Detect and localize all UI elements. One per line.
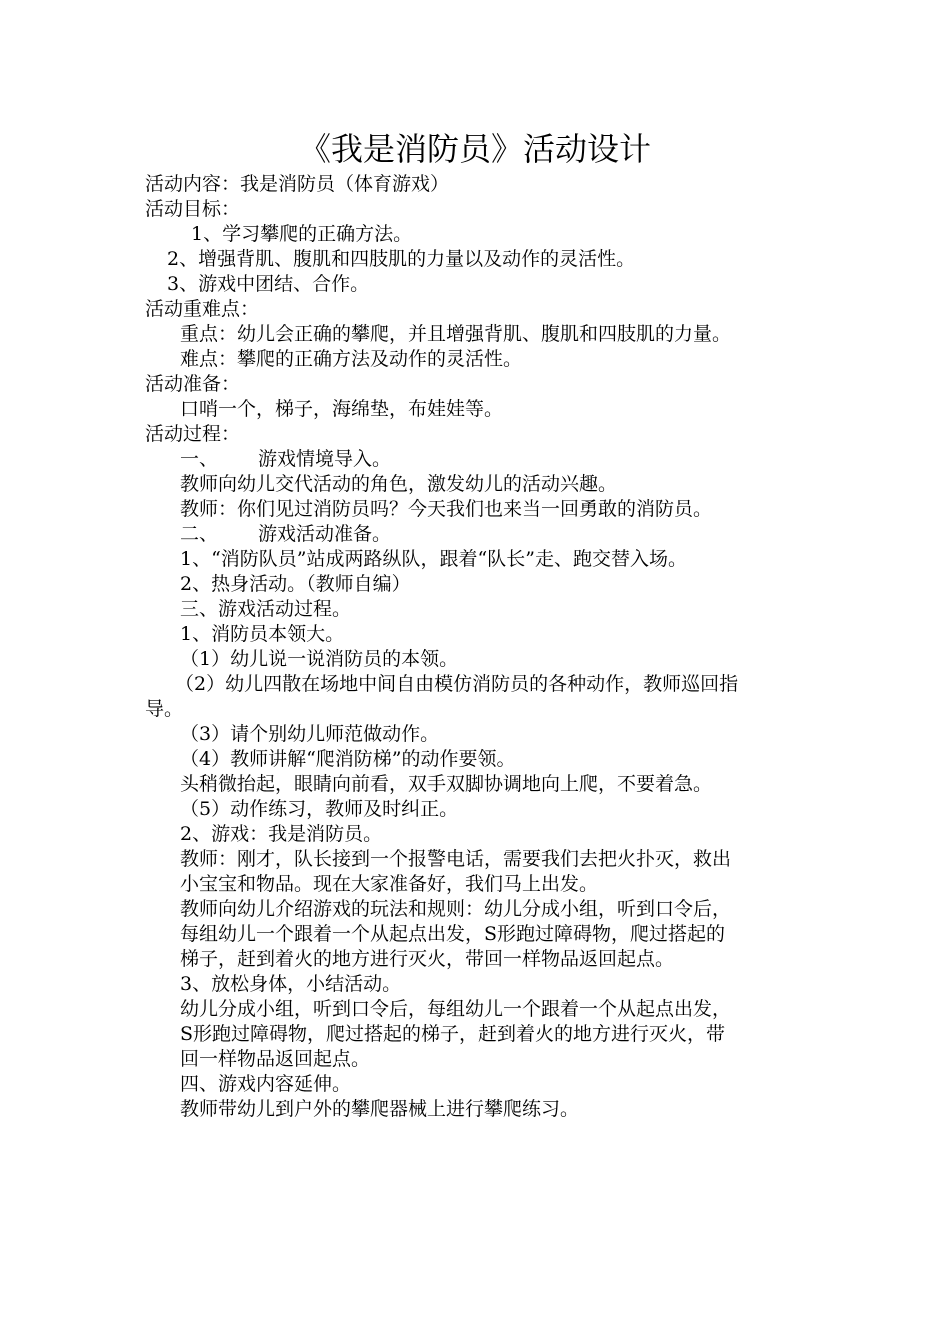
paragraph-line: 教师：你们见过消防员吗？今天我们也来当一回勇敢的消防员。 <box>180 498 713 520</box>
difficulty-line: 难点：攀爬的正确方法及动作的灵活性。 <box>180 348 523 370</box>
paragraph-line: （5）动作练习，教师及时纠正。 <box>180 798 459 820</box>
paragraph-line: 每组幼儿一个跟着一个从起点出发，S形跑过障碍物，爬过搭起的 <box>180 923 726 945</box>
preparation-heading: 活动准备： <box>145 373 241 395</box>
paragraph-line: 回一样物品返回起点。 <box>180 1048 371 1070</box>
document-body <box>145 172 815 1122</box>
paragraph-line: 教师：刚才，队长接到一个报警电话，需要我们去把火扑灭，救出 <box>180 848 732 870</box>
paragraph-line: S形跑过障碍物，爬过搭起的梯子，赶到着火的地方进行灭火，带 <box>180 1023 726 1045</box>
section-two-number: 二、 <box>180 523 219 545</box>
goal-item-2: 2、增强背肌、腹肌和四肢肌的力量以及动作的灵活性。 <box>167 248 636 270</box>
section-one-heading <box>145 447 815 472</box>
section-two-title: 游戏活动准备。 <box>258 523 392 545</box>
preparation-line: 口哨一个，梯子，海绵垫，布娃娃等。 <box>180 398 504 420</box>
paragraph-line: （2）幼儿四散在场地中间自由模仿消防员的各种动作，教师巡回指 <box>175 673 739 695</box>
paragraph-line: 3、放松身体，小结活动。 <box>180 973 402 995</box>
goal-item-3: 3、游戏中团结、合作。 <box>167 273 370 295</box>
activity-content-line: 活动内容：我是消防员（体育游戏） <box>145 173 450 195</box>
paragraph-line: 1、消防员本领大。 <box>180 623 345 645</box>
paragraph-line: 幼儿分成小组，听到口令后，每组幼儿一个跟着一个从起点出发， <box>180 998 732 1020</box>
section-three-heading: 三、游戏活动过程。 <box>180 598 352 620</box>
paragraph-line: 导。 <box>145 698 184 720</box>
paragraph-line: 教师带幼儿到户外的攀爬器械上进行攀爬练习。 <box>180 1098 580 1120</box>
paragraph-line: 教师向幼儿介绍游戏的玩法和规则：幼儿分成小组，听到口令后， <box>180 898 732 920</box>
section-two-heading <box>145 522 815 547</box>
paragraph-line: 教师向幼儿交代活动的角色，激发幼儿的活动兴趣。 <box>180 473 618 495</box>
paragraph-line: （3）请个别幼儿师范做动作。 <box>180 723 440 745</box>
document-title: 《我是消防员》活动设计 <box>298 130 651 168</box>
paragraph-line: 1、“消防队员”站成两路纵队，跟着“队长”走、跑交替入场。 <box>180 548 687 570</box>
paragraph-line: 梯子，赶到着火的地方进行灭火，带回一样物品返回起点。 <box>180 948 675 970</box>
section-one-title: 游戏情境导入。 <box>258 448 392 470</box>
key-point-line: 重点：幼儿会正确的攀爬，并且增强背肌、腹肌和四肢肌的力量。 <box>180 323 732 345</box>
paragraph-line: （1）幼儿说一说消防员的本领。 <box>180 648 459 670</box>
key-points-heading: 活动重难点： <box>145 298 260 320</box>
paragraph-line: 头稍微抬起，眼睛向前看，双手双脚协调地向上爬，不要着急。 <box>180 773 713 795</box>
paragraph-line: （4）教师讲解“爬消防梯”的动作要领。 <box>180 748 516 770</box>
paragraph-line: 2、游戏：我是消防员。 <box>180 823 383 845</box>
process-heading: 活动过程： <box>145 423 241 445</box>
section-one-number: 一、 <box>180 448 219 470</box>
paragraph-line: 2、热身活动。（教师自编） <box>180 573 411 595</box>
goal-item-1: 1、学习攀爬的正确方法。 <box>191 223 413 245</box>
activity-goals-heading: 活动目标： <box>145 198 241 220</box>
paragraph-line: 小宝宝和物品。现在大家准备好，我们马上出发。 <box>180 873 599 895</box>
section-four-heading: 四、游戏内容延伸。 <box>180 1073 352 1095</box>
